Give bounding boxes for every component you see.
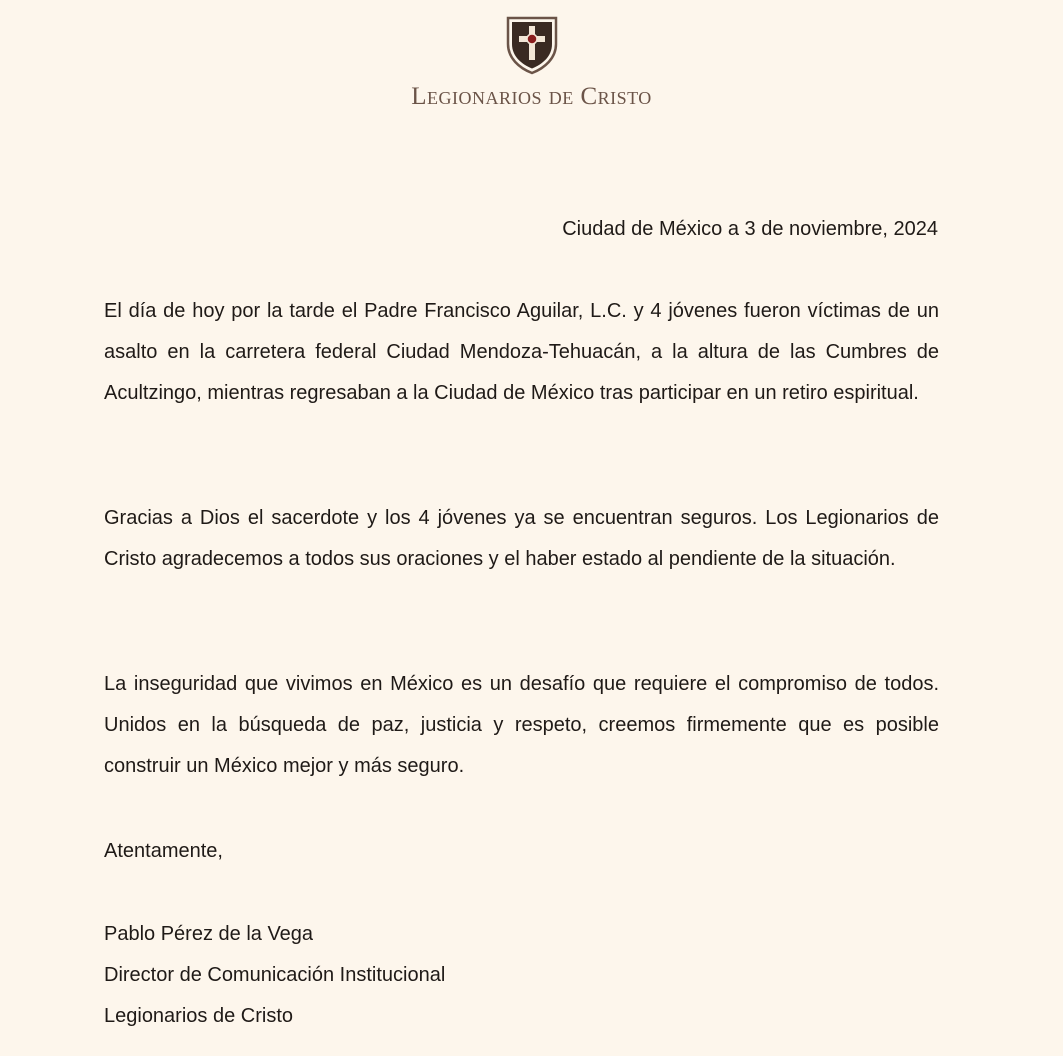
closing: Atentamente, xyxy=(104,840,223,862)
paragraph-incident: El día de hoy por la tarde el Padre Francisco Aguilar, L.C. y 4 jóvenes fueron víctimas de un asalto en la carretera federal Ciudad Mendoza-Tehuacán, a la altura de las Cumbres de Acultzingo, mientras regresaban a la Ciudad de México tras participar en un retiro espiritual. xyxy=(104,300,939,404)
paragraph-insecurity: La inseguridad que vivimos en México es un desafío que requiere el compromiso de todos. Unidos en la búsqueda de paz, justicia y respeto, creemos firmemente que es posible construir un México mejor y más seguro. xyxy=(104,673,939,777)
signature-block xyxy=(104,914,445,1037)
letterhead xyxy=(0,14,1063,109)
signer-organization: Legionarios de Cristo xyxy=(104,1005,293,1027)
paragraph-safety: Gracias a Dios el sacerdote y los 4 jóvenes ya se encuentran seguros. Los Legionarios de Cristo agradecemos a todos sus oraciones y el haber estado al pendiente de la situación. xyxy=(104,507,939,570)
signer-name: Pablo Pérez de la Vega xyxy=(104,923,314,945)
letter-date: Ciudad de México a 3 de noviembre, 2024 xyxy=(562,218,938,240)
shield-cross-icon xyxy=(502,14,562,76)
organization-name: Legionarios de Cristo xyxy=(411,83,652,110)
signer-title: Director de Comunicación Institucional xyxy=(104,964,446,986)
